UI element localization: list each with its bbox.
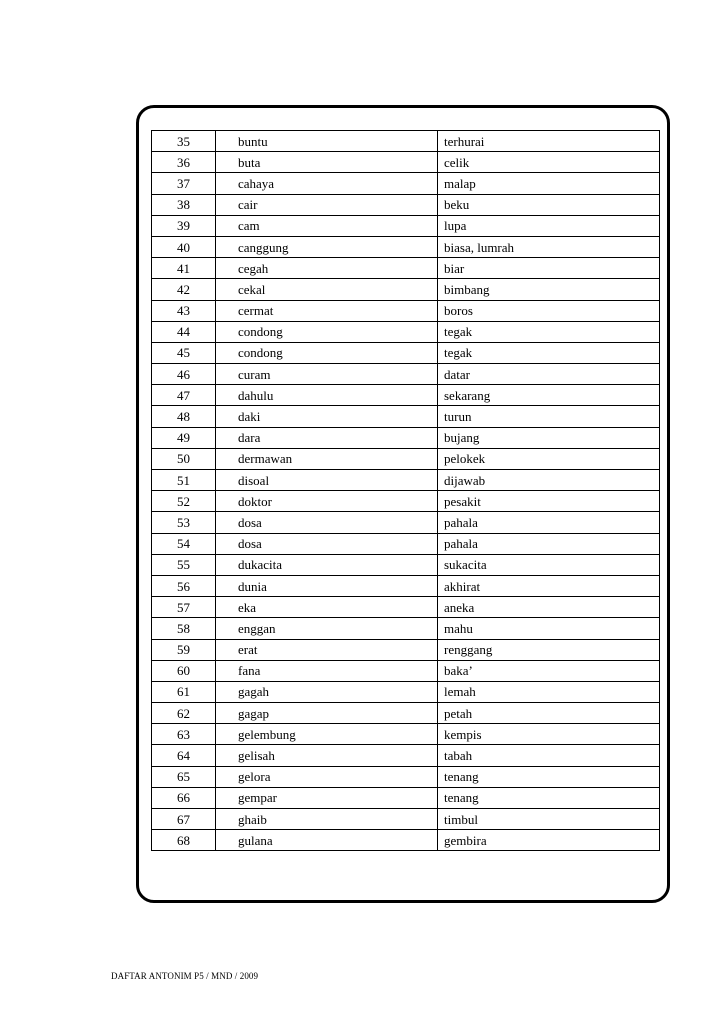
row-number: 44 — [152, 321, 216, 342]
table-row — [152, 470, 660, 491]
row-word: canggung — [216, 236, 438, 257]
row-antonym: beku — [438, 194, 660, 215]
row-word: gagap — [216, 703, 438, 724]
row-antonym: tegak — [438, 321, 660, 342]
row-word: gelora — [216, 766, 438, 787]
row-word: cair — [216, 194, 438, 215]
table-row — [152, 681, 660, 702]
page-footer: DAFTAR ANTONIM P5 / MND / 2009 — [111, 971, 259, 981]
table-row — [152, 703, 660, 724]
row-word: disoal — [216, 470, 438, 491]
table-row — [152, 215, 660, 236]
table-row — [152, 491, 660, 512]
table-row — [152, 639, 660, 660]
table-row — [152, 131, 660, 152]
row-word: dara — [216, 427, 438, 448]
row-number: 59 — [152, 639, 216, 660]
row-antonym: petah — [438, 703, 660, 724]
table-row — [152, 300, 660, 321]
row-word: gempar — [216, 787, 438, 808]
table-row — [152, 194, 660, 215]
table-row — [152, 575, 660, 596]
row-antonym: kempis — [438, 724, 660, 745]
row-antonym: dijawab — [438, 470, 660, 491]
table-row — [152, 618, 660, 639]
row-number: 41 — [152, 258, 216, 279]
antonym-table — [151, 130, 660, 851]
row-antonym: tegak — [438, 342, 660, 363]
row-antonym: tenang — [438, 787, 660, 808]
table-row — [152, 279, 660, 300]
row-antonym: sukacita — [438, 554, 660, 575]
row-word: dermawan — [216, 448, 438, 469]
row-antonym: terhurai — [438, 131, 660, 152]
table-row — [152, 385, 660, 406]
row-word: buntu — [216, 131, 438, 152]
row-antonym: celik — [438, 152, 660, 173]
row-number: 68 — [152, 830, 216, 851]
row-number: 63 — [152, 724, 216, 745]
row-word: cermat — [216, 300, 438, 321]
table-row — [152, 787, 660, 808]
row-number: 56 — [152, 575, 216, 596]
row-antonym: pahala — [438, 533, 660, 554]
row-number: 61 — [152, 681, 216, 702]
row-number: 46 — [152, 364, 216, 385]
row-word: eka — [216, 597, 438, 618]
row-word: gelembung — [216, 724, 438, 745]
row-number: 64 — [152, 745, 216, 766]
row-number: 48 — [152, 406, 216, 427]
row-antonym: boros — [438, 300, 660, 321]
row-antonym: akhirat — [438, 575, 660, 596]
row-number: 37 — [152, 173, 216, 194]
row-number: 38 — [152, 194, 216, 215]
row-word: cegah — [216, 258, 438, 279]
table-row — [152, 342, 660, 363]
row-number: 58 — [152, 618, 216, 639]
row-number: 36 — [152, 152, 216, 173]
table-row — [152, 236, 660, 257]
row-antonym: biasa, lumrah — [438, 236, 660, 257]
table-row — [152, 364, 660, 385]
table-row — [152, 597, 660, 618]
row-antonym: pahala — [438, 512, 660, 533]
row-number: 52 — [152, 491, 216, 512]
row-antonym: tabah — [438, 745, 660, 766]
row-word: dosa — [216, 533, 438, 554]
row-antonym: sekarang — [438, 385, 660, 406]
table-row — [152, 406, 660, 427]
table-row — [152, 660, 660, 681]
row-antonym: pelokek — [438, 448, 660, 469]
row-number: 66 — [152, 787, 216, 808]
table-row — [152, 512, 660, 533]
row-number: 55 — [152, 554, 216, 575]
row-antonym: lemah — [438, 681, 660, 702]
row-number: 54 — [152, 533, 216, 554]
row-number: 47 — [152, 385, 216, 406]
row-number: 62 — [152, 703, 216, 724]
table-row — [152, 830, 660, 851]
table-row — [152, 554, 660, 575]
row-number: 42 — [152, 279, 216, 300]
antonym-table-body — [152, 131, 660, 851]
row-word: gulana — [216, 830, 438, 851]
table-row — [152, 724, 660, 745]
table-row — [152, 809, 660, 830]
row-number: 43 — [152, 300, 216, 321]
row-antonym: gembira — [438, 830, 660, 851]
row-antonym: mahu — [438, 618, 660, 639]
row-word: doktor — [216, 491, 438, 512]
row-antonym: baka’ — [438, 660, 660, 681]
row-number: 51 — [152, 470, 216, 491]
row-number: 60 — [152, 660, 216, 681]
row-word: dahulu — [216, 385, 438, 406]
row-word: erat — [216, 639, 438, 660]
row-number: 45 — [152, 342, 216, 363]
row-antonym: bimbang — [438, 279, 660, 300]
table-row — [152, 321, 660, 342]
row-number: 49 — [152, 427, 216, 448]
row-antonym: renggang — [438, 639, 660, 660]
row-antonym: pesakit — [438, 491, 660, 512]
row-word: curam — [216, 364, 438, 385]
row-word: ghaib — [216, 809, 438, 830]
row-antonym: aneka — [438, 597, 660, 618]
row-antonym: bujang — [438, 427, 660, 448]
row-word: enggan — [216, 618, 438, 639]
row-word: dunia — [216, 575, 438, 596]
row-word: daki — [216, 406, 438, 427]
row-number: 35 — [152, 131, 216, 152]
row-antonym: biar — [438, 258, 660, 279]
table-row — [152, 427, 660, 448]
row-number: 39 — [152, 215, 216, 236]
row-number: 65 — [152, 766, 216, 787]
row-antonym: turun — [438, 406, 660, 427]
table-row — [152, 173, 660, 194]
row-word: condong — [216, 342, 438, 363]
row-word: cekal — [216, 279, 438, 300]
table-row — [152, 152, 660, 173]
row-antonym: datar — [438, 364, 660, 385]
row-word: buta — [216, 152, 438, 173]
row-number: 57 — [152, 597, 216, 618]
table-row — [152, 258, 660, 279]
table-row — [152, 745, 660, 766]
row-word: dukacita — [216, 554, 438, 575]
row-word: gagah — [216, 681, 438, 702]
row-word: condong — [216, 321, 438, 342]
row-word: cam — [216, 215, 438, 236]
row-word: cahaya — [216, 173, 438, 194]
table-row — [152, 533, 660, 554]
row-word: gelisah — [216, 745, 438, 766]
row-number: 40 — [152, 236, 216, 257]
table-row — [152, 448, 660, 469]
row-antonym: timbul — [438, 809, 660, 830]
row-word: dosa — [216, 512, 438, 533]
row-antonym: lupa — [438, 215, 660, 236]
row-antonym: malap — [438, 173, 660, 194]
row-word: fana — [216, 660, 438, 681]
row-antonym: tenang — [438, 766, 660, 787]
row-number: 53 — [152, 512, 216, 533]
row-number: 50 — [152, 448, 216, 469]
table-row — [152, 766, 660, 787]
row-number: 67 — [152, 809, 216, 830]
